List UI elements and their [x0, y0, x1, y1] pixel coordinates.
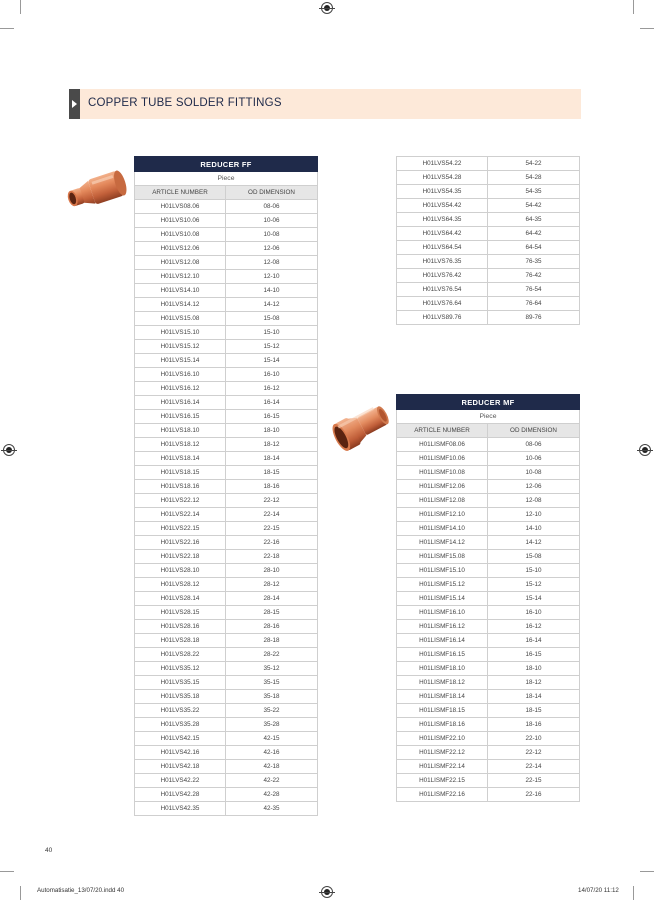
table-row — [397, 634, 580, 648]
od-dimension-cell: 16-10 — [488, 606, 580, 620]
article-number-cell: H01LVS28.15 — [135, 606, 226, 620]
od-dimension-cell: 14-10 — [488, 522, 580, 536]
od-dimension-cell: 16-14 — [226, 396, 318, 410]
reducer-ff-continued-table — [396, 156, 580, 325]
table-row — [397, 452, 580, 466]
page-number: 40 — [45, 847, 53, 854]
table-row — [397, 255, 580, 269]
article-number-cell: H01LVS64.35 — [397, 213, 488, 227]
article-number-cell: H01LISMF14.12 — [397, 536, 488, 550]
table-row — [397, 690, 580, 704]
od-dimension-cell: 54-42 — [488, 199, 580, 213]
od-dimension-cell: 22-15 — [488, 774, 580, 788]
od-dimension-cell: 10-08 — [488, 466, 580, 480]
crop-mark — [640, 871, 654, 872]
article-number-cell: H01LVS10.08 — [135, 228, 226, 242]
od-dimension-cell: 18-15 — [226, 466, 318, 480]
article-number-cell: H01LISMF10.06 — [397, 452, 488, 466]
article-number-cell: H01LISMF22.10 — [397, 732, 488, 746]
od-dimension-cell: 28-14 — [226, 592, 318, 606]
registration-mark-icon — [321, 2, 333, 14]
article-number-cell: H01LISMF15.12 — [397, 578, 488, 592]
table-row — [397, 480, 580, 494]
table-row — [397, 269, 580, 283]
od-dimension-cell: 28-15 — [226, 606, 318, 620]
table-row — [397, 508, 580, 522]
od-dimension-cell: 54-22 — [488, 157, 580, 171]
print-date: 14/07/20 11:12 — [578, 887, 619, 894]
od-dimension-cell: 42-22 — [226, 774, 318, 788]
table-row — [397, 171, 580, 185]
od-dimension-cell: 15-14 — [226, 354, 318, 368]
od-dimension-cell: 12-06 — [488, 480, 580, 494]
table-row — [135, 592, 318, 606]
od-dimension-cell: 15-08 — [488, 550, 580, 564]
table-row — [397, 522, 580, 536]
table-row — [135, 452, 318, 466]
od-dimension-cell: 28-16 — [226, 620, 318, 634]
article-number-cell: H01LISMF18.14 — [397, 690, 488, 704]
od-dimension-cell: 22-10 — [488, 732, 580, 746]
od-dimension-cell: 76-35 — [488, 255, 580, 269]
table-row — [397, 788, 580, 802]
od-dimension-cell: 14-12 — [488, 536, 580, 550]
article-number-cell: H01LVS35.28 — [135, 718, 226, 732]
article-number-cell: H01LVS76.42 — [397, 269, 488, 283]
od-dimension-cell: 35-12 — [226, 662, 318, 676]
table-row — [135, 438, 318, 452]
registration-mark-icon — [321, 886, 333, 898]
article-number-cell: H01LVS12.10 — [135, 270, 226, 284]
table-row — [135, 732, 318, 746]
table-row — [397, 718, 580, 732]
article-number-cell: H01LVS16.15 — [135, 410, 226, 424]
table-row — [135, 200, 318, 214]
table-row — [397, 592, 580, 606]
article-number-cell: H01LISMF08.06 — [397, 438, 488, 452]
od-dimension-cell: 22-12 — [488, 746, 580, 760]
table-row — [397, 199, 580, 213]
od-dimension-cell: 22-18 — [226, 550, 318, 564]
article-number-cell: H01LISMF22.15 — [397, 774, 488, 788]
table-row — [135, 746, 318, 760]
od-dimension-cell: 12-06 — [226, 242, 318, 256]
reducer-mf-fitting-image — [328, 396, 398, 458]
od-dimension-cell: 18-10 — [226, 424, 318, 438]
article-number-cell: H01LISMF18.10 — [397, 662, 488, 676]
registration-mark-icon — [639, 444, 651, 456]
arrow-marker-icon — [69, 89, 80, 119]
crop-mark — [20, 886, 21, 900]
od-dimension-cell: 64-35 — [488, 213, 580, 227]
od-dimension-cell: 22-16 — [488, 788, 580, 802]
table-row — [135, 242, 318, 256]
od-dimension-cell: 35-18 — [226, 690, 318, 704]
reducer-ff-title: REDUCER FF — [135, 157, 318, 172]
table-row — [397, 620, 580, 634]
article-number-cell: H01LVS89.76 — [397, 311, 488, 325]
article-number-cell: H01LVS14.12 — [135, 298, 226, 312]
od-dimension-cell: 76-42 — [488, 269, 580, 283]
od-dimension-cell: 35-15 — [226, 676, 318, 690]
article-number-cell: H01LISMF15.08 — [397, 550, 488, 564]
table-row — [135, 354, 318, 368]
table-row — [135, 536, 318, 550]
table-row — [397, 185, 580, 199]
table-row — [135, 256, 318, 270]
od-dimension-cell: 15-14 — [488, 592, 580, 606]
table-row — [135, 704, 318, 718]
od-dimension-cell: 18-16 — [488, 718, 580, 732]
crop-mark — [20, 0, 21, 14]
column-header-article: ARTICLE NUMBER — [135, 186, 226, 200]
table-row — [397, 606, 580, 620]
crop-mark — [633, 0, 634, 14]
article-number-cell: H01LVS22.12 — [135, 494, 226, 508]
article-number-cell: H01LVS18.12 — [135, 438, 226, 452]
od-dimension-cell: 22-14 — [488, 760, 580, 774]
table-row — [135, 508, 318, 522]
table-row — [135, 494, 318, 508]
od-dimension-cell: 15-10 — [226, 326, 318, 340]
article-number-cell: H01LISMF10.08 — [397, 466, 488, 480]
od-dimension-cell: 10-06 — [226, 214, 318, 228]
od-dimension-cell: 10-06 — [488, 452, 580, 466]
table-row — [135, 396, 318, 410]
od-dimension-cell: 18-16 — [226, 480, 318, 494]
od-dimension-cell: 22-15 — [226, 522, 318, 536]
table-row — [397, 550, 580, 564]
table-row — [135, 298, 318, 312]
table-row — [397, 438, 580, 452]
reducer-mf-title: REDUCER MF — [397, 395, 580, 410]
unit-label: Piece — [135, 172, 318, 186]
od-dimension-cell: 76-64 — [488, 297, 580, 311]
crop-mark — [633, 886, 634, 900]
article-number-cell: H01LISMF15.14 — [397, 592, 488, 606]
od-dimension-cell: 10-08 — [226, 228, 318, 242]
table-row — [397, 297, 580, 311]
table-row — [397, 746, 580, 760]
article-number-cell: H01LVS12.08 — [135, 256, 226, 270]
od-dimension-cell: 16-12 — [488, 620, 580, 634]
table-row — [397, 662, 580, 676]
od-dimension-cell: 22-12 — [226, 494, 318, 508]
article-number-cell: H01LVS35.18 — [135, 690, 226, 704]
article-number-cell: H01LVS22.14 — [135, 508, 226, 522]
article-number-cell: H01LVS35.12 — [135, 662, 226, 676]
article-number-cell: H01LVS28.16 — [135, 620, 226, 634]
od-dimension-cell: 28-22 — [226, 648, 318, 662]
table-row — [135, 774, 318, 788]
article-number-cell: H01LISMF16.14 — [397, 634, 488, 648]
table-row — [397, 732, 580, 746]
table-row — [135, 760, 318, 774]
od-dimension-cell: 12-10 — [488, 508, 580, 522]
od-dimension-cell: 42-15 — [226, 732, 318, 746]
od-dimension-cell: 64-54 — [488, 241, 580, 255]
table-row — [135, 312, 318, 326]
od-dimension-cell: 35-28 — [226, 718, 318, 732]
table-row — [135, 466, 318, 480]
crop-mark — [640, 28, 654, 29]
article-number-cell: H01LVS54.42 — [397, 199, 488, 213]
od-dimension-cell: 15-12 — [226, 340, 318, 354]
article-number-cell: H01LVS28.10 — [135, 564, 226, 578]
article-number-cell: H01LVS35.22 — [135, 704, 226, 718]
table-row — [397, 213, 580, 227]
unit-label: Piece — [397, 410, 580, 424]
article-number-cell: H01LVS76.54 — [397, 283, 488, 297]
table-row — [397, 311, 580, 325]
od-dimension-cell: 35-22 — [226, 704, 318, 718]
article-number-cell: H01LISMF16.12 — [397, 620, 488, 634]
article-number-cell: H01LVS42.22 — [135, 774, 226, 788]
table-row — [135, 410, 318, 424]
table-row — [397, 227, 580, 241]
od-dimension-cell: 16-14 — [488, 634, 580, 648]
od-dimension-cell: 76-54 — [488, 283, 580, 297]
od-dimension-cell: 28-12 — [226, 578, 318, 592]
article-number-cell: H01LVS18.14 — [135, 452, 226, 466]
od-dimension-cell: 22-16 — [226, 536, 318, 550]
od-dimension-cell: 12-08 — [226, 256, 318, 270]
registration-mark-icon — [3, 444, 15, 456]
od-dimension-cell: 14-10 — [226, 284, 318, 298]
article-number-cell: H01LVS08.06 — [135, 200, 226, 214]
table-row — [397, 704, 580, 718]
table-row — [135, 690, 318, 704]
table-row — [135, 620, 318, 634]
od-dimension-cell: 28-10 — [226, 564, 318, 578]
article-number-cell: H01LVS28.22 — [135, 648, 226, 662]
article-number-cell: H01LISMF16.15 — [397, 648, 488, 662]
od-dimension-cell: 15-10 — [488, 564, 580, 578]
table-row — [135, 550, 318, 564]
table-row — [135, 228, 318, 242]
od-dimension-cell: 18-10 — [488, 662, 580, 676]
column-header-article: ARTICLE NUMBER — [397, 424, 488, 438]
od-dimension-cell: 16-10 — [226, 368, 318, 382]
article-number-cell: H01LVS64.54 — [397, 241, 488, 255]
table-row — [135, 368, 318, 382]
table-row — [135, 522, 318, 536]
od-dimension-cell: 16-15 — [488, 648, 580, 662]
article-number-cell: H01LVS28.12 — [135, 578, 226, 592]
od-dimension-cell: 54-28 — [488, 171, 580, 185]
od-dimension-cell: 12-10 — [226, 270, 318, 284]
table-row — [135, 284, 318, 298]
article-number-cell: H01LVS22.18 — [135, 550, 226, 564]
article-number-cell: H01LVS18.16 — [135, 480, 226, 494]
od-dimension-cell: 14-12 — [226, 298, 318, 312]
column-header-od: OD DIMENSION — [226, 186, 318, 200]
article-number-cell: H01LVS54.28 — [397, 171, 488, 185]
article-number-cell: H01LISMF18.12 — [397, 676, 488, 690]
reducer-ff-fitting-image — [62, 161, 136, 223]
od-dimension-cell: 42-35 — [226, 802, 318, 816]
table-row — [397, 283, 580, 297]
od-dimension-cell: 08-06 — [226, 200, 318, 214]
od-dimension-cell: 42-28 — [226, 788, 318, 802]
article-number-cell: H01LVS16.14 — [135, 396, 226, 410]
table-row — [135, 634, 318, 648]
article-number-cell: H01LVS54.22 — [397, 157, 488, 171]
column-header-od: OD DIMENSION — [488, 424, 580, 438]
article-number-cell: H01LVS15.10 — [135, 326, 226, 340]
table-row — [397, 564, 580, 578]
table-row — [397, 241, 580, 255]
article-number-cell: H01LISMF14.10 — [397, 522, 488, 536]
table-row — [135, 340, 318, 354]
od-dimension-cell: 28-18 — [226, 634, 318, 648]
article-number-cell: H01LVS28.14 — [135, 592, 226, 606]
od-dimension-cell: 89-76 — [488, 311, 580, 325]
table-row — [135, 802, 318, 816]
crop-mark — [0, 871, 14, 872]
table-row — [397, 536, 580, 550]
table-row — [135, 270, 318, 284]
table-row — [135, 480, 318, 494]
article-number-cell: H01LVS76.35 — [397, 255, 488, 269]
od-dimension-cell: 16-15 — [226, 410, 318, 424]
article-number-cell: H01LVS18.10 — [135, 424, 226, 438]
od-dimension-cell: 12-08 — [488, 494, 580, 508]
od-dimension-cell: 18-15 — [488, 704, 580, 718]
article-number-cell: H01LVS14.10 — [135, 284, 226, 298]
od-dimension-cell: 42-16 — [226, 746, 318, 760]
table-row — [397, 648, 580, 662]
od-dimension-cell: 15-08 — [226, 312, 318, 326]
od-dimension-cell: 42-18 — [226, 760, 318, 774]
article-number-cell: H01LISMF18.15 — [397, 704, 488, 718]
table-row — [397, 774, 580, 788]
article-number-cell: H01LVS76.64 — [397, 297, 488, 311]
table-row — [397, 676, 580, 690]
article-number-cell: H01LISMF12.06 — [397, 480, 488, 494]
table-row — [135, 326, 318, 340]
od-dimension-cell: 18-12 — [226, 438, 318, 452]
table-row — [135, 382, 318, 396]
table-row — [397, 760, 580, 774]
table-row — [397, 466, 580, 480]
article-number-cell: H01LISMF16.10 — [397, 606, 488, 620]
table-row — [135, 788, 318, 802]
table-row — [397, 157, 580, 171]
article-number-cell: H01LVS42.18 — [135, 760, 226, 774]
od-dimension-cell: 08-06 — [488, 438, 580, 452]
od-dimension-cell: 22-14 — [226, 508, 318, 522]
article-number-cell: H01LVS42.35 — [135, 802, 226, 816]
table-row — [135, 662, 318, 676]
table-row — [135, 564, 318, 578]
article-number-cell: H01LISMF18.16 — [397, 718, 488, 732]
reducer-ff-table — [134, 156, 318, 816]
page-title: COPPER TUBE SOLDER FITTINGS — [88, 97, 282, 109]
article-number-cell: H01LISMF22.12 — [397, 746, 488, 760]
article-number-cell: H01LVS64.42 — [397, 227, 488, 241]
table-row — [135, 718, 318, 732]
table-row — [135, 424, 318, 438]
od-dimension-cell: 54-35 — [488, 185, 580, 199]
file-info: Automatisatie_13/07/20.indd 40 — [37, 887, 125, 894]
article-number-cell: H01LISMF22.14 — [397, 760, 488, 774]
article-number-cell: H01LVS16.12 — [135, 382, 226, 396]
article-number-cell: H01LISMF22.16 — [397, 788, 488, 802]
article-number-cell: H01LVS42.28 — [135, 788, 226, 802]
article-number-cell: H01LVS15.14 — [135, 354, 226, 368]
table-row — [397, 494, 580, 508]
article-number-cell: H01LISMF15.10 — [397, 564, 488, 578]
article-number-cell: H01LVS10.06 — [135, 214, 226, 228]
od-dimension-cell: 18-12 — [488, 676, 580, 690]
article-number-cell: H01LVS18.15 — [135, 466, 226, 480]
article-number-cell: H01LVS42.15 — [135, 732, 226, 746]
article-number-cell: H01LVS22.15 — [135, 522, 226, 536]
table-row — [135, 648, 318, 662]
article-number-cell: H01LISMF12.10 — [397, 508, 488, 522]
reducer-mf-table — [396, 394, 580, 802]
article-number-cell: H01LVS15.08 — [135, 312, 226, 326]
article-number-cell: H01LVS54.35 — [397, 185, 488, 199]
table-row — [135, 606, 318, 620]
article-number-cell: H01LVS15.12 — [135, 340, 226, 354]
article-number-cell: H01LVS35.15 — [135, 676, 226, 690]
article-number-cell: H01LVS16.10 — [135, 368, 226, 382]
od-dimension-cell: 18-14 — [226, 452, 318, 466]
table-row — [135, 578, 318, 592]
article-number-cell: H01LVS12.06 — [135, 242, 226, 256]
article-number-cell: H01LVS42.16 — [135, 746, 226, 760]
article-number-cell: H01LVS28.18 — [135, 634, 226, 648]
crop-mark — [0, 28, 14, 29]
od-dimension-cell: 16-12 — [226, 382, 318, 396]
od-dimension-cell: 64-42 — [488, 227, 580, 241]
article-number-cell: H01LISMF12.08 — [397, 494, 488, 508]
table-row — [135, 214, 318, 228]
section-header — [69, 89, 581, 119]
article-number-cell: H01LVS22.16 — [135, 536, 226, 550]
od-dimension-cell: 18-14 — [488, 690, 580, 704]
od-dimension-cell: 15-12 — [488, 578, 580, 592]
table-row — [135, 676, 318, 690]
table-row — [397, 578, 580, 592]
